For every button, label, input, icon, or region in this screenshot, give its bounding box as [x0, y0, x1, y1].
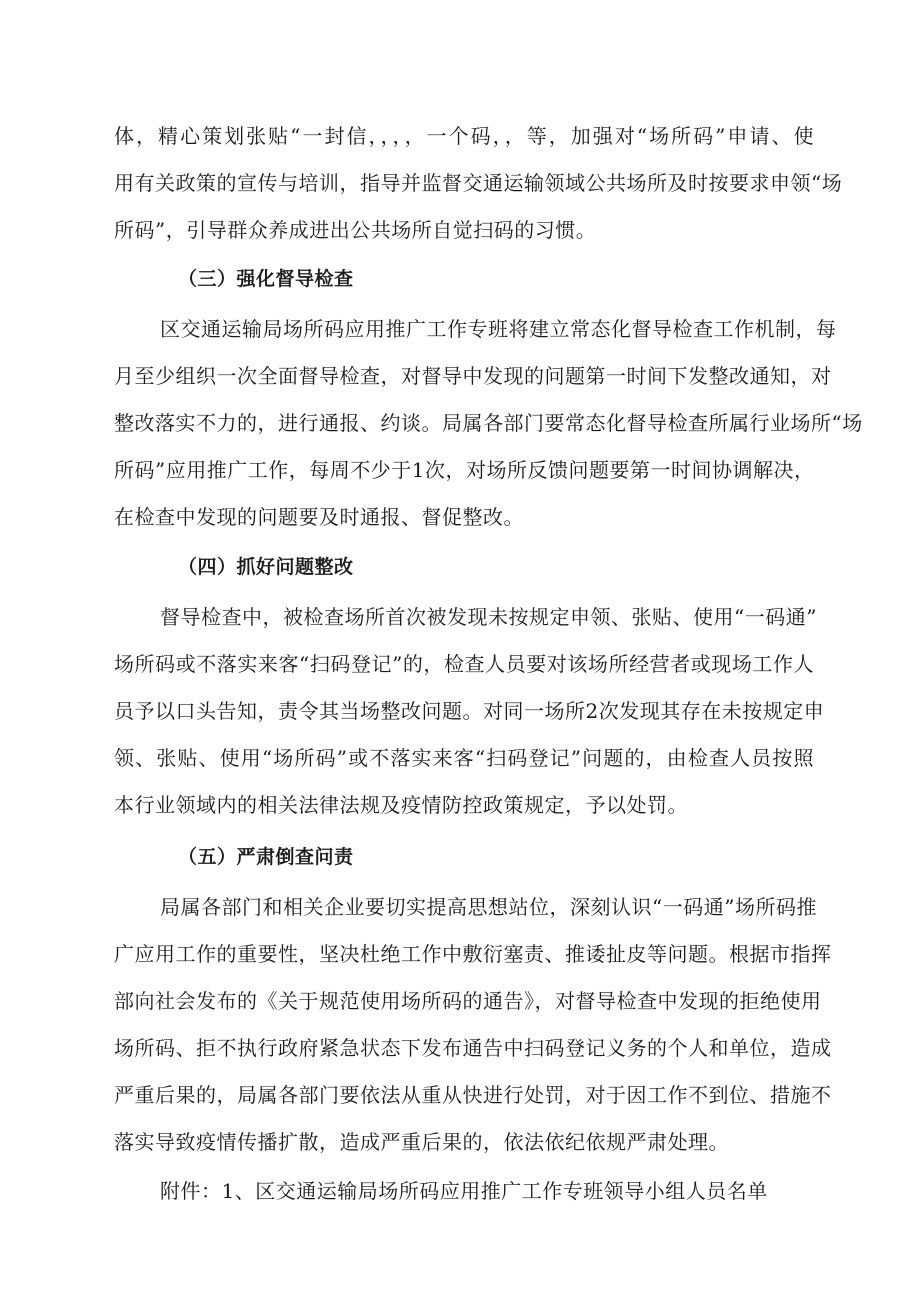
paragraph-line: 落实导致疫情传播扩散，造成严重后果的，依法依纪依规严肃处理。 [114, 1130, 729, 1154]
paragraph-line: 本行业领域内的相关法律法规及疫情防控政策规定，予以处罚。 [114, 793, 688, 817]
paragraph-line: 广应用工作的重要性，坚决杜绝工作中敷衍塞责、推诿扯皮等问题。根据市指挥 [114, 942, 832, 966]
section-heading-4: （四）抓好问题整改 [178, 556, 354, 578]
paragraph-line: 场所码或不落实来客“扫码登记”的，检查人员要对该场所经营者或现场工作人 [114, 652, 814, 676]
paragraph-line: 严重后果的，局属各部门要依法从重从快进行处罚，对于因工作不到位、措施不 [114, 1083, 832, 1107]
paragraph-line: 部向社会发布的《关于规范使用场所码的通告》，对督导检查中发现的拒绝使用 [114, 989, 822, 1013]
attachment-line: 附件：1、区交通运输局场所码应用推广工作专班领导小组人员名单 [160, 1179, 768, 1203]
paragraph-line: 体，精心策划张贴“一封信，，，，一个码，，等，加强对“场所码”申请、使 [114, 124, 814, 148]
paragraph-line: 督导检查中，被检查场所首次被发现未按规定申领、张贴、使用“一码通” [160, 605, 817, 629]
paragraph-line: 员予以口头告知，责令其当场整改问题。对同一场所2次发现其存在未按规定申 [114, 699, 825, 723]
paragraph-line: 整改落实不力的，进行通报、约谈。局属各部门要常态化督导检查所属行业场所“场 [114, 411, 863, 435]
paragraph-line: 所码”，引导群众养成进出公共场所自觉扫码的习惯。 [114, 218, 597, 242]
paragraph-line: 用有关政策的宣传与培训，指导并监督交通运输领域公共场所及时按要求申领“场 [114, 171, 843, 195]
paragraph-line: 所码”应用推广工作，每周不少于1次，对场所反馈问题要第一时间协调解决， [114, 458, 815, 482]
paragraph-line: 领、张贴、使用“场所码”或不落实来客“扫码登记”问题的，由检查人员按照 [114, 746, 814, 770]
paragraph-line: 在检查中发现的问题要及时通报、督促整改。 [114, 505, 524, 529]
paragraph-line: 场所码、拒不执行政府紧急状态下发布通告中扫码登记义务的个人和单位，造成 [114, 1036, 832, 1060]
paragraph-line: 局属各部门和相关企业要切实提高思想站位，深刻认识“一码通”场所码推 [160, 895, 817, 919]
paragraph-line: 区交通运输局场所码应用推广工作专班将建立常态化督导检查工作机制，每 [160, 317, 837, 341]
section-heading-3: （三）强化督导检查 [178, 268, 354, 290]
paragraph-line: 月至少组织一次全面督导检查，对督导中发现的问题第一时间下发整改通知，对 [114, 364, 832, 388]
section-heading-5: （五）严肃倒查问责 [178, 846, 354, 868]
